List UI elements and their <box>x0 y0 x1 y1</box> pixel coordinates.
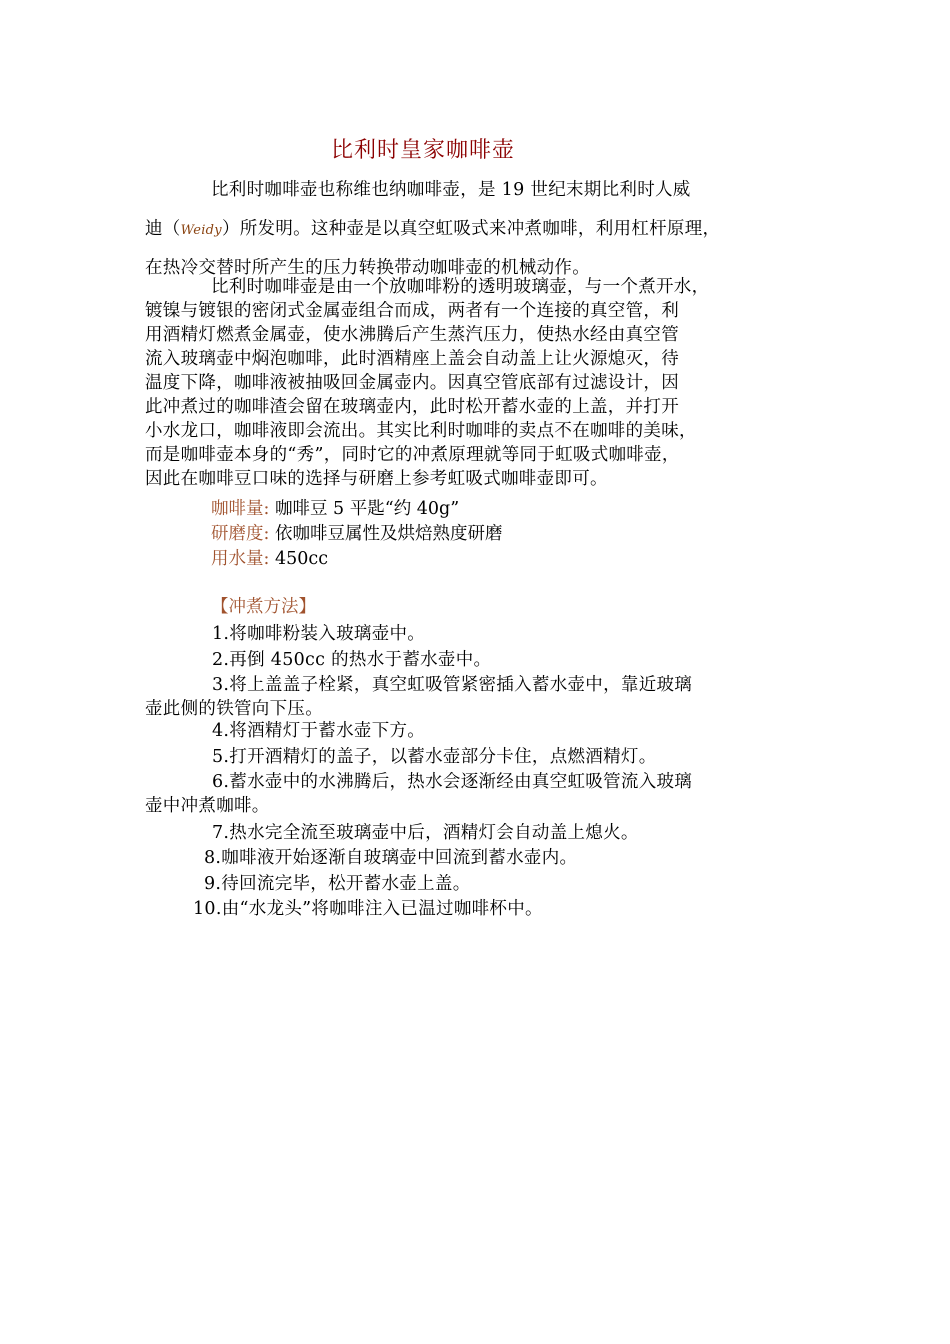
intro-paragraph <box>145 171 810 288</box>
step-line: 3.将上盖盖子栓紧，真空虹吸管紧密插入蓄水壶中，靠近玻璃 <box>212 675 693 695</box>
intro-line-1: 比利时咖啡壶也称维也纳咖啡壶，是 19 世纪末期比利时人威 <box>211 180 691 200</box>
body-line: 此冲煮过的咖啡渣会留在玻璃壶内，此时松开蓄水壶的上盖，并打开 <box>145 397 679 417</box>
step-8 <box>204 846 577 870</box>
weidy-name: Weidy <box>180 223 222 238</box>
step-line: 8.咖啡液开始逐渐自玻璃壶中回流到蓄水壶内。 <box>204 848 578 868</box>
body-line: 而是咖啡壶本身的“秀”，同时它的冲煮原理就等同于虹吸式咖啡壶， <box>145 445 680 465</box>
step-3 <box>145 673 692 721</box>
body-line: 温度下降，咖啡液被抽吸回金属壶内。因真空管底部有过滤设计，因 <box>145 373 679 393</box>
method-heading: 【冲煮方法】 <box>211 597 316 617</box>
param-water <box>211 547 328 572</box>
step-line: 壶中冲煮咖啡。 <box>145 796 270 816</box>
param-value: 咖啡豆 5 平匙“约 40g” <box>274 499 460 519</box>
step-line: 4.将酒精灯于蓄水壶下方。 <box>212 721 426 741</box>
step-10 <box>193 897 543 921</box>
body-line: 用酒精灯燃煮金属壶，使水沸腾后产生蒸汽压力，使热水经由真空管 <box>145 325 679 345</box>
step-line: 壶此侧的铁管向下压。 <box>145 699 323 719</box>
step-6 <box>145 770 692 818</box>
param-label: 用水量: <box>211 549 270 569</box>
step-4 <box>212 719 425 743</box>
step-line: 7.热水完全流至玻璃壶中后，酒精灯会自动盖上熄火。 <box>212 823 639 843</box>
step-9 <box>204 872 471 896</box>
step-line: 9.待回流完毕，松开蓄水壶上盖。 <box>204 874 471 894</box>
body-paragraph <box>145 275 810 491</box>
step-2 <box>212 648 491 672</box>
step-line: 5.打开酒精灯的盖子，以蓄水壶部分卡住，点燃酒精灯。 <box>212 747 657 767</box>
param-label: 研磨度: <box>211 524 270 544</box>
body-line: 镀镍与镀银的密闭式金属壶组合而成，两者有一个连接的真空管，利 <box>145 301 679 321</box>
body-line: 小水龙口，咖啡液即会流出。其实比利时咖啡的卖点不在咖啡的美味， <box>145 421 697 441</box>
body-line: 比利时咖啡壶是由一个放咖啡粉的透明玻璃壶，与一个煮开水， <box>211 277 710 297</box>
param-grind <box>211 522 502 547</box>
page-title: 比利时皇家咖啡壶 <box>330 138 515 163</box>
step-1 <box>212 622 425 646</box>
step-5 <box>212 745 657 769</box>
step-line: 2.再倒 450cc 的热水于蓄水壶中。 <box>212 650 492 670</box>
param-coffee-amount <box>211 497 459 522</box>
body-line: 流入玻璃壶中焖泡咖啡，此时酒精座上盖会自动盖上让火源熄灭，待 <box>145 349 679 369</box>
step-line: 10.由“水龙头”将咖啡注入已温过咖啡杯中。 <box>193 899 543 919</box>
param-value: 450cc <box>274 549 328 569</box>
step-line: 1.将咖啡粉装入玻璃壶中。 <box>212 624 426 644</box>
intro-line-3: 在热冷交替时所产生的压力转换带动咖啡壶的机械动作。 <box>145 258 590 278</box>
step-7 <box>212 821 639 845</box>
param-value: 依咖啡豆属性及烘焙熟度研磨 <box>274 524 503 544</box>
body-line: 因此在咖啡豆口味的选择与研磨上参考虹吸式咖啡壶即可。 <box>145 469 608 489</box>
param-label: 咖啡量: <box>211 499 270 519</box>
step-line: 6.蓄水壶中的水沸腾后，热水会逐渐经由真空虹吸管流入玻璃 <box>212 772 693 792</box>
intro-line-2: 迪（Weidy）所发明。这种壶是以真空虹吸式来冲煮咖啡，利用杠杆原理， <box>145 219 721 239</box>
